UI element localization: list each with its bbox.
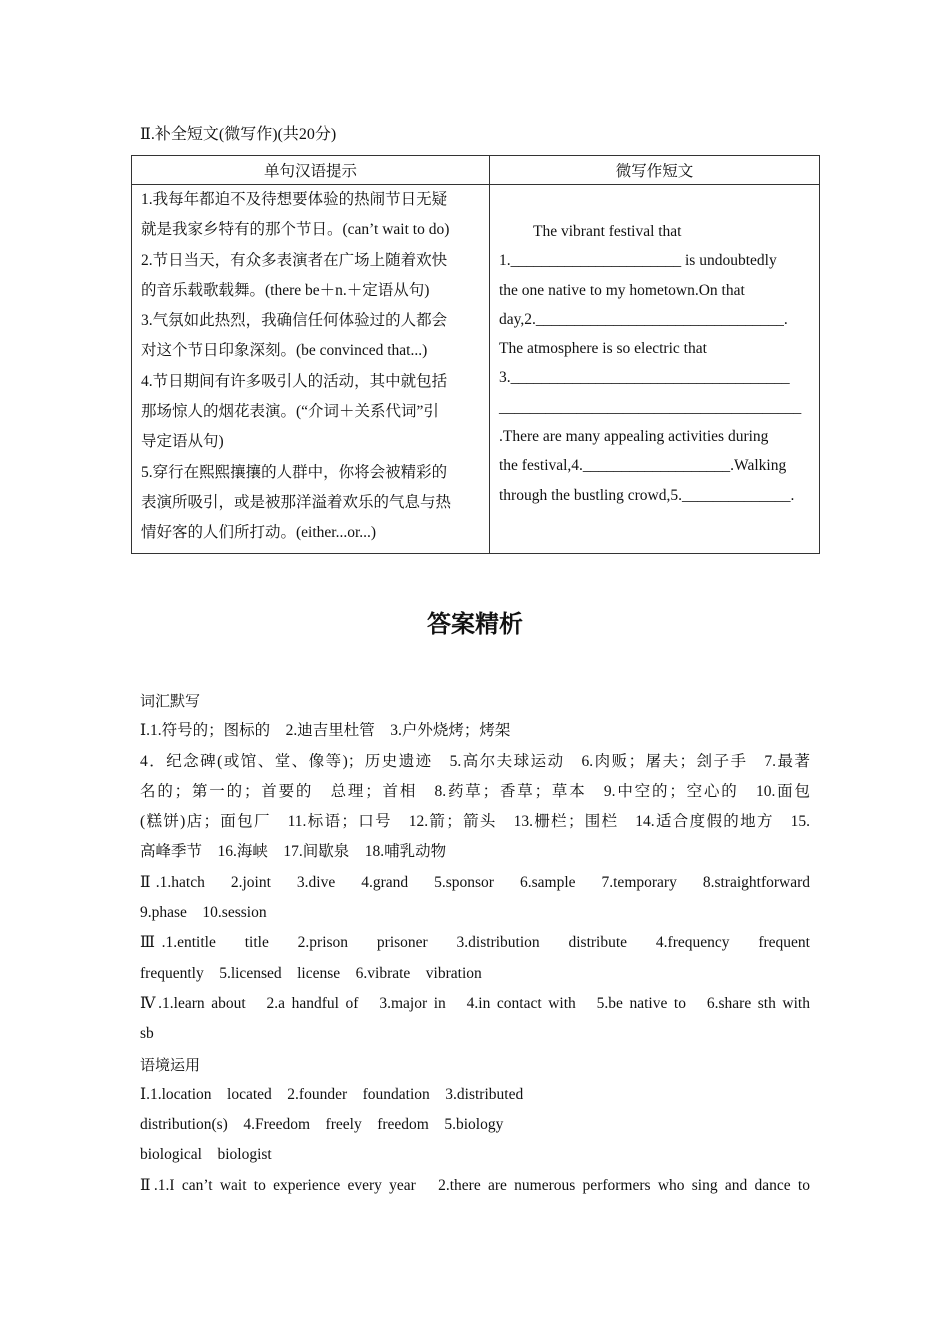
hint-line: 1.我每年都迫不及待想要体验的热闹节日无疑 <box>141 191 448 208</box>
passage-cell <box>490 185 820 554</box>
answer-line: sb <box>140 1025 154 1043</box>
hint-line: 4.节日期间有许多吸引人的活动，其中就包括 <box>141 372 448 390</box>
hints-column-header: 单句汉语提示 <box>132 156 490 185</box>
hint-line: 就是我家乡特有的那个节日。(can’t wait to do) <box>141 221 450 239</box>
answer-line: distribution(s) 4.Freedom freely freedom 5.biology <box>140 1116 504 1134</box>
answer-line: (糕饼)店；面包厂 11.标语；口号 12.箭；箭头 13.栅栏；围栏 14.适合度假的地方 15. <box>140 813 810 831</box>
answer-line: 高峰季节 16.海峡 17.间歇泉 18.哺乳动物 <box>140 843 447 861</box>
passage-line: The vibrant festival that <box>533 223 682 240</box>
hint-line: 导定语从句) <box>141 433 224 451</box>
table-body-row <box>132 185 820 554</box>
passage-line: day,2.________________________________. <box>499 310 788 328</box>
hint-line: 那场惊人的烟花表演。(“介词＋关系代词”引 <box>141 403 439 421</box>
passage-line: The atmosphere is so electric that <box>499 340 707 358</box>
passage-column-header: 微写作短文 <box>490 156 820 185</box>
answers-title: 答案精析 <box>427 610 523 638</box>
passage-line: 3.____________________________________ <box>499 369 790 387</box>
answer-line: biological biologist <box>140 1146 272 1164</box>
table-header-row <box>132 156 820 185</box>
hint-line: 5.穿行在熙熙攘攘的人群中，你将会被精彩的 <box>141 463 448 481</box>
answers-section <box>140 686 810 1201</box>
passage-line: 1.______________________ is undoubtedly <box>499 252 777 270</box>
answer-line: 4．纪念碑(或馆、堂、像等)；历史遗迹 5.高尔夫球运动 6.肉贩；屠夫；刽子手 7.最著 <box>140 752 810 770</box>
answer-line: Ⅲ.1.entitle title 2.prison prisoner 3.distribution distribute 4.frequency frequent <box>140 934 810 952</box>
answer-line: frequently 5.licensed license 6.vibrate vibration <box>140 964 482 982</box>
hint-line: 情好客的人们所打动。(either...or...) <box>141 524 377 542</box>
context-heading: 语境运用 <box>140 1055 201 1074</box>
vocab-heading: 词汇默写 <box>140 692 201 710</box>
answer-line: Ⅳ.1.learn about 2.a handful of 3.major in 4.in contact with 5.be native to 6.share sth with <box>140 994 810 1012</box>
passage-line: through the bustling crowd,5.______________. <box>499 486 795 504</box>
answer-line: Ⅰ.1.location located 2.founder foundation 3.distributed <box>140 1085 524 1103</box>
passage-line: _______________________________________ <box>499 398 802 416</box>
answer-line: 9.phase 10.session <box>140 904 267 922</box>
passage-line: the one native to my hometown.On that <box>499 281 745 299</box>
hint-line: 2.节日当天，有众多表演者在广场上随着欢快 <box>141 251 448 269</box>
answer-line: Ⅱ.1.I can’t wait to experience every year 2.there are numerous performers who sing and dance to <box>140 1176 810 1194</box>
hint-line: 表演所吸引，或是被那洋溢着欢乐的气息与热 <box>141 493 452 511</box>
writing-exercise-table <box>131 155 820 554</box>
section-heading: Ⅱ.补全短文(微写作)(共20分) <box>140 126 337 143</box>
hint-line: 3.气氛如此热烈，我确信任何体验过的人都会 <box>141 312 448 330</box>
hint-line: 对这个节日印象深刻。(be convinced that...) <box>141 342 428 360</box>
hint-line: 的音乐载歌载舞。(there be＋n.＋定语从句) <box>141 281 430 299</box>
answer-line: Ⅰ.1.符号的；图标的 2.迪吉里杜管 3.户外烧烤；烤架 <box>140 722 511 740</box>
passage-line: .There are many appealing activities during <box>499 428 769 446</box>
answer-line: Ⅱ.1.hatch 2.joint 3.dive 4.grand 5.sponsor 6.sample 7.temporary 8.straightforward <box>140 873 810 891</box>
answer-line: 名的；第一的；首要的 总理；首相 8.药草；香草；草本 9.中空的；空心的 10.面包 <box>140 782 810 800</box>
passage-line: the festival,4.___________________.Walking <box>499 457 787 475</box>
hints-cell <box>132 185 490 554</box>
